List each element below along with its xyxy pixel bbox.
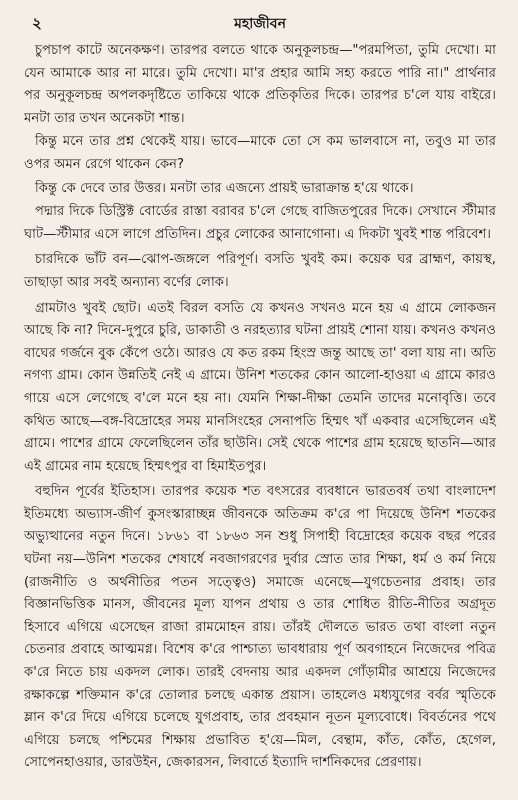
- paragraph-1: চুপচাপ কাটে অনেকক্ষণ। তারপর বলতে থাকে অনুকূলচন্দ্র—"পরমপিতা, তুমি দেখো। মা যেন আমাকে আর না মারে। তুমি দেখো। মা'র প্রহার আমি সহ্য করতে পারি না।" প্রার্থনার পর অনুকূলচন্দ্র অপলকদৃষ্টিতে তাকিয়ে থাকে প্রতিকৃতির দিকে। তারপর চ'লে যায় বাইরে। মনটা তার তখন অনেকটা শান্ত।: [24, 43, 496, 126]
- page-header: [24, 12, 496, 32]
- paragraph-2: কিন্তু মনে তার প্রশ্ন থেকেই যায়। ভাবে—মাকে তো সে কম ভালবাসে না, তবুও মা তার ওপর অমন রেগে থাকেন কেন?: [24, 134, 496, 172]
- paragraph-6: গ্রামটাও খুবই ছোট। এতই বিরল বসতি যে কখনও সখনও মনে হয় এ গ্রামে লোকজন আছে কি না? দিনে-দুপুরে চুরি, ডাকাতী ও নরহত্যার ঘটনা প্রায়ই শোনা যায়। কখনও কখনও বাঘের গর্জনে বুক কেঁপে ওঠে। আরও যে কত রকম হিংস্র জন্তু আছে তা' বলা যায় না। অতি নগণ্য গ্রাম। কোন উন্নতিই নেই এ গ্রামে। উনিশ শতকের কোন আলো-হাওয়া এ গ্রামে কারও গায়ে এসে লেগেছে ব'লে মনে হয় না। যেমনি শিক্ষা-দীক্ষা তেমনি তাদের মনোবৃত্তি। তবে কথিত আছে—বঙ্গ-বিদ্রোহের সময় মানসিংহের সেনাপতি হিম্মৎ খাঁ একবার এসেছিলেন এই গ্রামে। পাশের গ্রামে ফেলেছিলেন তাঁর ছাউনি। সেই থেকে পাশের গ্রাম হয়েছে ছাতনি—আর এই গ্রামের নাম হয়েছে হিম্মৎপুর বা হিমাইতপুর।: [24, 300, 496, 474]
- paragraph-3: কিন্তু কে দেবে তার উত্তর। মনটা তার এজন্যে প্রায়ই ভারাক্রান্ত হ'য়ে থাকে।: [35, 180, 414, 196]
- paragraph-4: পদ্মার দিকে ডিস্ট্রিক্ট বোর্ডের রাস্তা বরাবর চ'লে গেছে বাজিতপুরের দিকে। সেখানে স্টীমার ঘাট—স্টীমার এসে লাগে প্রতিদিন। প্রচুর লোকের আনাগোনা। এ দিকটা খুবই শান্ত পরিবেশ।: [24, 204, 496, 242]
- body-text: [24, 40, 496, 775]
- running-title: মহাজীবন: [234, 16, 286, 32]
- page-number: ২: [32, 14, 42, 32]
- paragraph-5: চারদিকে ভাঁট বন—ঝোপ-জঙ্গলে পরিপূর্ণ। বসতি খুবই কম। কয়েক ঘর ব্রাহ্মণ, কায়স্থ, তাছাড়া আর সবই অন্যান্য বর্ণের লোক।: [24, 252, 496, 290]
- paragraph-7: বহুদিন পূর্বের ইতিহাস। তারপর কয়েক শত বৎসরের ব্যবধানে ভারতবর্ষ তথা বাংলাদেশ ইতিমধ্যে অভ্যাস-জীর্ণ কুসংস্কারাচ্ছন্ন জীবনকে অতিক্রম ক'রে পা দিয়েছে উনিশ শতকের অভ্যুত্থানের নতুন দিনে। ১৮৬১ বা ১৮৬৩ সন শুধু সিপাহী বিদ্রোহের কয়েক বছর পরের ঘটনা নয়—উনিশ শতকের শেষার্ধে নবজাগরণের দুর্বার স্রোত তার শিক্ষা, ধর্ম ও কর্ম নিয়ে (রাজনীতি ও অর্থনীতির পতন সত্ত্বেও) সমাজে এনেছে—যুগচেতনার প্রবাহ। তার বিজ্ঞানভিত্তিক মানস, জীবনের মূল্য যাপন প্রথায় ও তার শোধিত রীতি-নীতির অগ্রদূত হিসাবে এগিয়ে এসেছেন রাজা রামমোহন রায়। তাঁরই দৌলতে ভারত তথা বাংলা নতুন চেতনার প্রবাহে আত্মমগ্ন। বিশেষ ক'রে পাশ্চাত্য ভাবধারায় পূর্ণ অবগাহনে নিজেদের পবিত্র ক'রে নিতে চায় একদল লোক। তারই বেদনায় আর একদল গোঁড়ামীর আশ্রয়ে নিজেদের রক্ষাকল্পে শক্তিমান ক'রে তোলার চলছে একান্ত প্রয়াস। তাহলেও মধ্যযুগের বর্বর স্মৃতিকে ম্লান ক'রে দিয়ে এগিয়ে চলেছে যুগপ্রবাহ, তার প্রবহমান নূতন মূল্যবোধে। বিবর্তনের পথে এগিয়ে চলছে পশ্চিমের শিক্ষায় প্রভাবিত হ'য়ে—মিল, বেন্থাম, কাঁত, কোঁত, হেগেল, সোপেনহাওয়ার, ডারউইন, জেকারসন, লিবার্তে ইত্যাদি দার্শনিকদের প্রেরণায়।: [24, 484, 496, 771]
